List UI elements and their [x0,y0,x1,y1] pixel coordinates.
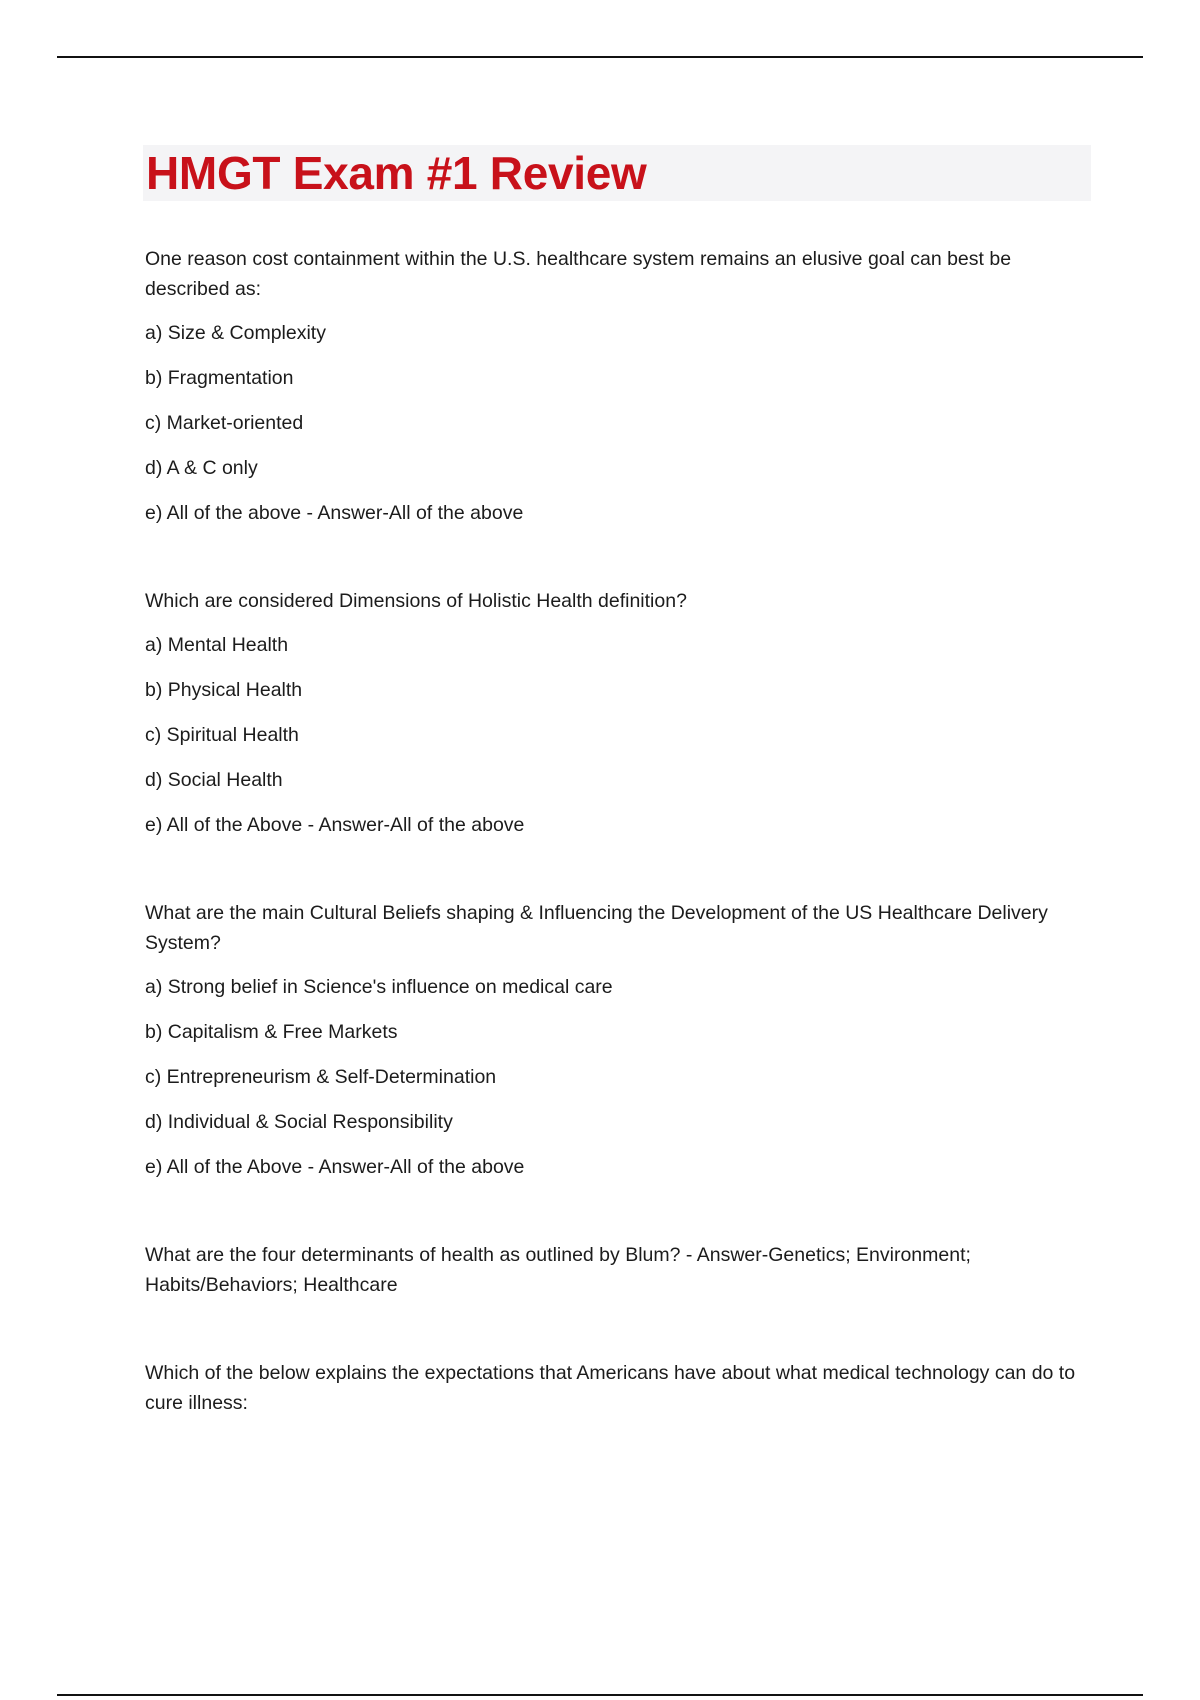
answer-option: e) All of the Above - Answer-All of the above [145,1156,525,1178]
answer-option: b) Fragmentation [145,367,294,389]
answer-option: b) Capitalism & Free Markets [145,1021,398,1043]
answer-option: a) Mental Health [145,634,289,656]
answer-option: d) Social Health [145,769,283,791]
question-text: Which are considered Dimensions of Holistic Health definition? [145,590,687,612]
answer-option: e) All of the above - Answer-All of the above [145,502,524,524]
question-text: One reason cost containment within the U.S. healthcare system remains an elusive goal can best be described as: [145,248,1012,300]
answer-option: b) Physical Health [145,679,303,701]
answer-option: a) Strong belief in Science's influence on medical care [145,976,613,998]
page-top-rule [57,56,1143,58]
question-block [145,898,1091,1182]
page-bottom-rule [57,1694,1143,1696]
answer-option: c) Spiritual Health [145,724,299,746]
answer-option: c) Market-oriented [145,412,304,434]
document-title: HMGT Exam #1 Review [146,147,647,199]
answer-option: a) Size & Complexity [145,322,326,344]
answer-options [145,972,1091,1182]
answer-options [145,630,1091,840]
answer-option: c) Entrepreneurism & Self-Determination [145,1066,497,1088]
question-text: What are the four determinants of health as outlined by Blum? - Answer-Genetics; Environment; Habits/Behaviors; Healthcare [145,1244,971,1296]
question-block [145,1240,1091,1300]
question-text: What are the main Cultural Beliefs shaping & Influencing the Development of the US Healthcare Delivery System? [145,902,1048,954]
question-block [145,1358,1091,1418]
answer-option: d) Individual & Social Responsibility [145,1111,453,1133]
answer-options [145,318,1091,528]
question-text: Which of the below explains the expectations that Americans have about what medical technology can do to cure illness: [145,1362,1076,1414]
question-block [145,244,1091,528]
answer-option: d) A & C only [145,457,258,479]
answer-option: e) All of the Above - Answer-All of the above [145,814,525,836]
document-body [145,244,1091,1476]
question-block [145,586,1091,840]
